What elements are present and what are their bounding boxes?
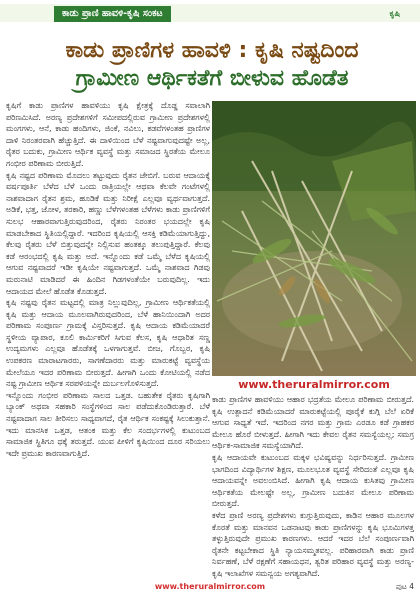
article-photo: [212, 101, 416, 377]
article-paragraph: ಇನ್ನೊಂದು ಗಂಭೀರ ಪರಿಣಾಮ ಸಾಲದ ಒತ್ತಡ. ಬಹುತೇಕ ರೈತರು ಕೃಷಿಗಾಗಿ ಬ್ಯಾಂಕ್ ಅಥವಾ ಸಹಕಾರಿ ಸಂಸ್ಥೆಗಳಿಂದ ಸಾಲ ಪಡೆದುಕೊಂಡಿರುತ್ತಾರೆ. ಬೆಳೆ ನಷ್ಟವಾದಾಗ ಸಾಲ ತೀರಿಸಲು ಸಾಧ್ಯವಾಗದೆ, ರೈತ ಆರ್ಥಿಕ ಸಂಕಷ್ಟಕ್ಕೆ ಸಿಲುಕುತ್ತಾನೆ. ಇದು ಮಾನಸಿಕ ಒತ್ತಡ, ಆತಂಕ ಮತ್ತು ಕೆಲ ಸಂದರ್ಭಗಳಲ್ಲಿ ಕುಟುಂಬದ ಸಾಮಾಜಿಕ ಸ್ಥಿತಿಗೂ ಧಕ್ಕೆ ತರುತ್ತದೆ. ಯುವ ಪೀಳಿಗೆ ಕೃಷಿಯಿಂದ ದೂರ ಸರಿಯಲು ಇದೇ ಪ್ರಮುಖ ಕಾರಣವಾಗುತ್ತಿದೆ.: [6, 390, 210, 458]
article-paragraph: ಕೃಷಿ ನಷ್ಟದ ಪರಿಣಾಮ ಮೊದಲು ತಟ್ಟುವುದು ರೈತನ ಜೇಬಿಗೆ. ಬರುವ ಆದಾಯಕ್ಕೆ ವರ್ಷಪೂರ್ತಿ ಬೆಳೆದ ಬೆಳೆ ಒಂದು ರಾತ್ರಿಯಲ್ಲೇ ಆಥವಾ ಕೆಲವೇ ಗಂಟೆಗಳಲ್ಲಿ ನಾಶವಾದಾಗ ರೈತನ ಶ್ರಮ, ಹೂಡಿಕೆ ಮತ್ತು ನಿರೀಕ್ಷೆ ಎಲ್ಲವೂ ವ್ಯರ್ಥವಾಗುತ್ತದೆ. ಅಡಿಕೆ, ಭತ್ತ, ಜೋಳ, ತರಕಾರಿ, ಹಣ್ಣು ಬೆಳೆಗಳಂತಹ ಬೆಳೆಗಳು ಕಾಡು ಪ್ರಾಣಿಗಳಿಗೆ ಸುಲಭ ಆಹಾರವಾಗುತ್ತಿರುವುದರಿಂದ, ರೈತರು ನಿರಂತರ ಭಯದಲ್ಲೇ ಕೃಷಿ ಮಾಡಬೇಕಾದ ಸ್ಥಿತಿಯಲ್ಲಿದ್ದಾರೆ. ಇದರಿಂದ ಕೃಷಿಯಲ್ಲಿ ಆಸಕ್ತಿ ಕಡಿಮೆಯಾಗುತ್ತಿದ್ದು, ಕೆಲವು ರೈತರು ಬೆಳೆ ಬಿತ್ತುವುದನ್ನೇ ನಿಲ್ಲಿಸುವ ಹಂತಕ್ಕೂ ತಲುಪುತ್ತಿದ್ದಾರೆ. ಕೆಲವು ಕಡೆ ಆರಂಭದಲ್ಲಿ ಕೃಷಿ ಮತ್ತು ಅದೆ. ಇನ್ನೊಂದು ಕಡೆ ಒಮ್ಮೆ ಬೆಳೆದ ಕೃಷಿಯಲ್ಲಿ ಆಗುವ ನಷ್ಟವಾದರೆ ಇಡೀ ಕೃಷಿಯೇ ನಷ್ಟವಾಗುತ್ತದೆ. ಒಮ್ಮೆ ನಾಶವಾದ ಗಿಡವು ಮರುನಾಟಿ ಮಾಡಿದರೆ ಈ ಹಿಂದಿನ ಗಿಡಗಳಂತೆಯೇ ಬರುವುದಿಲ್ಲ. ಇದು ಆದಾಯದ ಮೇಲೆ ಹೊಡೆತ ಕೊಡುತ್ತದೆ.: [6, 170, 210, 296]
article-left-column: [6, 100, 210, 578]
crop-damage-photo: [212, 101, 416, 377]
section-tag: ಕಾಡು ಪ್ರಾಣಿ ಹಾವಳಿ-ಕೃಷಿ ಸಂಕಟ: [54, 6, 171, 22]
footer-website-link[interactable]: www.theruralmirror.com: [154, 582, 266, 591]
article-paragraph: ಕಾಡು ಪ್ರಾಣಿಗಳ ಹಾವಳಿಯು ಆಹಾರ ಭದ್ರತೆಯ ಮೇಲೂ ಪರಿಣಾಮ ಬೀರುತ್ತದೆ. ಕೃಷಿ ಉತ್ಪಾದನೆ ಕಡಿಮೆಯಾದರೆ ಮಾರುಕಟ್ಟೆಯಲ್ಲಿ ಪೂರೈಕೆ ಕುಗ್ಗಿ ಬೆಲೆ ಏರಿಕೆ ಆಗುವ ಸಾಧ್ಯತೆ ಇದೆ. ಇದರಿಂದ ನಗರ ಮತ್ತು ಗ್ರಾಮ ಎರಡೂ ಕಡೆ ಗ್ರಾಹಕರ ಮೇಲೂ ಹೊರೆ ಬೀಳುತ್ತದೆ. ಹೀಗಾಗಿ ಇದು ಕೇವಲ ರೈತನ ಸಮಸ್ಯೆಯಲ್ಲ; ಸಮಗ್ರ ಆರ್ಥಿಕ-ಸಾಮಾಜಿಕ ಸಮಸ್ಯೆಯಾಗಿದೆ.: [212, 395, 414, 451]
page-number: ಪುಟ 4: [395, 582, 414, 591]
photo-caption-url: www.theruralmirror.com: [212, 376, 416, 394]
article-paragraph: ಕೃಷಿಗೆ ಕಾಡು ಪ್ರಾಣಿಗಳ ಹಾವಳಿಯು ಕೃಷಿ ಕ್ಷೇತ್ರಕ್ಕೆ ದೊಡ್ಡ ಸವಾಲಾಗಿ ಪರಿಣಮಿಸಿದೆ. ಅರಣ್ಯ ಪ್ರದೇಶಗಳಿಗೆ ಸಮೀಪದಲ್ಲಿರುವ ಗ್ರಾಮೀಣ ಪ್ರದೇಶಗಳಲ್ಲಿ ಮಂಗಗಳು, ಆನೆ, ಕಾಡು ಹಂದಿಗಳು, ಜಿಂಕೆ, ನವಿಲು, ಕಡವೆಗಳಂತಹ ಪ್ರಾಣಿಗಳ ದಾಳಿ ನಿರಂತರವಾಗಿ ಹೆಚ್ಚುತ್ತಿದೆ. ಈ ದಾಳಿಯಿಂದ ಬೆಳೆ ನಷ್ಟವಾಗುವುದಷ್ಟೇ ಅಲ್ಲ, ರೈತರ ಬದುಕು, ಗ್ರಾಮೀಣ ಆರ್ಥಿಕ ವ್ಯವಸ್ಥೆ ಮತ್ತು ಸಮಾಜದ ಸ್ಥಿರತೆಯ ಮೇಲೂ ಗಂಭೀರ ಪರಿಣಾಮ ಬೀರುತ್ತಿದೆ.: [6, 101, 210, 168]
article-paragraph: ಕಳೆದ ಪ್ರಾಣಿ ಅರಣ್ಯ ಪ್ರದೇಶಗಳು ಕುಗ್ಗುತ್ತಿರುವುದು, ಕಾಡಿನ ಆಹಾರ ಮೂಲಗಳ ಕೊರತೆ ಮತ್ತು ಮಾನವನ ಒಡನಾಟವು ಕಾಡು ಪ್ರಾಣಿಗಳನ್ನು ಕೃಷಿ ಭೂಮಿಗಳತ್ತ ತಳ್ಳುತ್ತಿರುವುದೇ ಪ್ರಮುಖ ಕಾರಣಗಳು. ಆದರೆ ಇದರ ಬೆಲೆ ಸಂಪೂರ್ಣವಾಗಿ ರೈತನೇ ಕಟ್ಟಬೇಕಾದ ಸ್ಥಿತಿ ನ್ಯಾಯಸಮ್ಮತವಲ್ಲ. ಪರಿಹಾರವಾಗಿ ಕಾಡು ಪ್ರಾಣಿ ನಿರ್ವಹಣೆ, ಬೆಳೆ ರಕ್ಷಣೆಗೆ ಸಹಾಯಧನ, ತ್ವರಿತ ಪರಿಹಾರ ವ್ಯವಸ್ಥೆ ಮತ್ತು ಅರಣ್ಯ-ಕೃಷಿ ಇಲಾಖೆಗಳ ಸಮನ್ವಯ ಅಗತ್ಯವಾಗಿದೆ.: [212, 510, 414, 578]
brand-label: ಕೃಷಿ: [389, 9, 400, 18]
headline-line-2: ಗ್ರಾಮೀಣ ಆರ್ಥಿಕತೆಗೆ ಬೀಳುವ ಹೊಡೆತ: [75, 66, 349, 91]
headline-line-1: ಕಾಡು ಪ್ರಾಣಿಗಳ ಹಾವಳಿ : ಕೃಷಿ ನಷ್ಟದಿಂದ: [65, 38, 359, 63]
article-paragraph: ಕೃಷಿ ಆದಾಯವೇ ಕುಟುಂಬದ ಮಕ್ಕಳ ಭವಿಷ್ಯವನ್ನು ನಿರ್ಧರಿಸುತ್ತದೆ. ಗ್ರಾಮೀಣ ಭಾಗದಿಂದ ವಿದ್ಯಾರ್ಥಿಗಳ ಶಿಕ್ಷಣ, ಮೂಲಭೂತ ವ್ಯವಸ್ಥೆ ಸೇರಿದಂತೆ ಎಲ್ಲವೂ ಕೃಷಿ ಆದಾಯವನ್ನೇ ಅವಲಂಬಿಸಿದೆ. ಹೀಗಾಗಿ ಕೃಷಿ ಆದಾಯ ಕುಸಿತವು ಗ್ರಾಮೀಣ ಆರ್ಥಿಕತೆಯ ಮೇಲಷ್ಟೇ ಅಲ್ಲ, ಗ್ರಾಮೀಣ ಬದುಕಿನ ಮೇಲೂ ಪರಿಣಾಮ ಬೀರುತ್ತದೆ.: [212, 452, 414, 509]
page-footer: [0, 580, 420, 594]
article-paragraph: ಕೃಷಿ ನಷ್ಟವು ರೈತನ ಮಟ್ಟದಲ್ಲಿ ಮಾತ್ರ ನಿಲ್ಲುವುದಿಲ್ಲ, ಗ್ರಾಮೀಣ ಆರ್ಥಿಕತೆಯಲ್ಲಿ ಕೃಷಿ ಮತ್ತು ಆದಾಯ ಮೂಲವಾಗಿರುವುದರಿಂದ, ಬೆಳೆ ಹಾನಿಯಿಂದಾಗಿ ಅದರ ಪರಿಣಾಮ ಸಂಪೂರ್ಣ ಗ್ರಾಮಕ್ಕೆ ವಿಸ್ತರಿಸುತ್ತದೆ. ಕೃಷಿ ಆದಾಯ ಕಡಿಮೆಯಾದರೆ ಸ್ಥಳೀಯ ವ್ಯಾಪಾರ, ಕೂಲಿ ಕಾರ್ಮಿಕರಿಗೆ ಸಿಗುವ ಕೆಲಸ, ಕೃಷಿ ಆಧಾರಿತ ಸಣ್ಣ ಉದ್ಯಮಗಳು ಎಲ್ಲವೂ ಹೊಡೆತಕ್ಕೆ ಒಳಗಾಗುತ್ತವೆ. ಬೀಜ, ಗೊಬ್ಬರ, ಕೃಷಿ ಉಪಕರಣ ಮಾರಾಟಗಾರರು, ಸಾಗಣೆದಾರರು ಮತ್ತು ಮಾರುಕಟ್ಟೆ ವ್ಯವಸ್ಥೆಯ ಮೇಲೆಯೂ ಇದರ ಪರಿಣಾಮ ಬೀರುತ್ತದೆ. ಹೀಗಾಗಿ ಒಂದು ಕೋಟಿಯಲ್ಲಿ ನಡೆದ ನಷ್ಟ ಗ್ರಾಮೀಣ ಆರ್ಥಿಕ ಸರಪಳಿಯನ್ನೇ ದುರ್ಬಲಗೊಳಿಸುತ್ತದೆ.: [6, 298, 210, 389]
article-right-column: [212, 394, 414, 580]
page-header: [0, 0, 420, 36]
